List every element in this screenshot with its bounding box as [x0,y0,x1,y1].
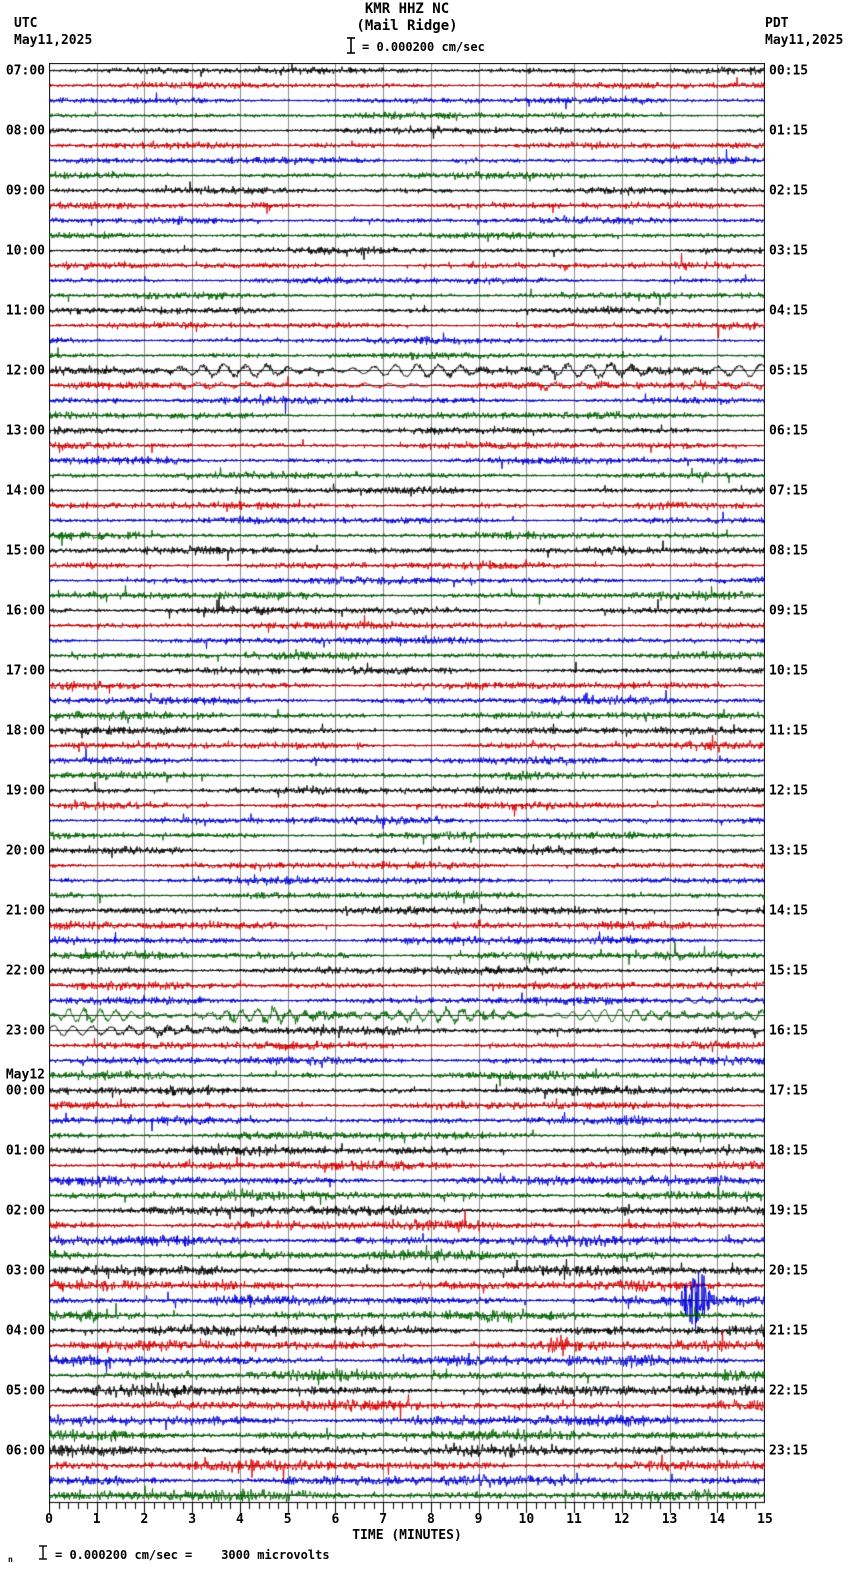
x-tick-label: 7 [379,1512,388,1527]
date-rollover-label: May12 [5,1067,45,1083]
x-tick-label: 0 [45,1512,53,1527]
utc-hour-label: 18:00 [5,723,45,738]
station-title: KMR HHZ NC [364,1,450,17]
pdt-hour-label: 17:15 [769,1083,809,1098]
pdt-hour-label: 14:15 [769,903,809,918]
x-tick-label: 5 [283,1512,292,1527]
station-subtitle: (Mail Ridge) [356,18,458,34]
pdt-hour-label: 07:15 [769,483,809,498]
timezone-right-label: PDT [765,16,789,31]
utc-hour-label: 11:00 [5,303,45,318]
x-tick-label: 14 [709,1512,726,1527]
utc-hour-label: 20:00 [5,843,45,858]
pdt-hour-label: 03:15 [769,243,809,258]
footer-prefix: n [8,1555,13,1564]
utc-hour-label: 19:00 [5,783,45,798]
seismogram-plot [49,63,765,1521]
pdt-hour-label: 02:15 [769,183,809,198]
pdt-hour-label: 10:15 [769,663,809,678]
utc-hour-label: 05:00 [5,1383,45,1398]
pdt-hour-label: 22:15 [769,1383,809,1398]
utc-hour-label: 10:00 [5,243,45,258]
utc-hour-label: 00:00 [5,1083,45,1098]
utc-hour-label: 12:00 [5,363,45,378]
utc-hour-label: 04:00 [5,1323,45,1338]
pdt-hour-label: 06:15 [769,423,809,438]
x-tick-label: 3 [188,1512,197,1527]
utc-hour-label: 13:00 [5,423,45,438]
pdt-hour-label: 00:15 [769,63,809,78]
utc-hour-label: 09:00 [5,183,45,198]
utc-hour-label: 07:00 [5,63,45,78]
x-tick-label: 1 [92,1512,101,1527]
utc-hour-label: 21:00 [5,903,45,918]
x-tick-label: 8 [426,1512,435,1527]
utc-hour-label: 01:00 [5,1143,45,1158]
x-tick-label: 13 [661,1512,678,1527]
footer-scale-bar-icon [38,1545,48,1560]
utc-hour-label: 06:00 [5,1443,45,1458]
pdt-hour-label: 08:15 [769,543,809,558]
x-tick-label: 10 [518,1512,535,1527]
pdt-hour-label: 20:15 [769,1263,809,1278]
amplitude-scale-bar-icon [346,37,356,54]
pdt-hour-label: 01:15 [769,123,809,138]
utc-hour-label: 15:00 [5,543,45,558]
pdt-hour-label: 23:15 [769,1443,809,1458]
x-tick-label: 12 [613,1512,630,1527]
utc-hour-label: 23:00 [5,1023,45,1038]
timezone-left-label: UTC [14,16,38,31]
x-axis-title: TIME (MINUTES) [352,1528,462,1543]
x-tick-label: 2 [140,1512,149,1527]
utc-hour-label: 02:00 [5,1203,45,1218]
footer-scale-label: = 0.000200 cm/sec = 3000 microvolts [55,1548,330,1562]
pdt-hour-label: 09:15 [769,603,809,618]
utc-hour-label: 22:00 [5,963,45,978]
utc-hour-label: 08:00 [5,123,45,138]
pdt-hour-label: 21:15 [769,1323,809,1338]
utc-hour-label: 03:00 [5,1263,45,1278]
scale-label: = 0.000200 cm/sec [362,40,485,54]
x-tick-label: 9 [474,1512,483,1527]
pdt-hour-label: 13:15 [769,843,809,858]
pdt-hour-label: 15:15 [769,963,809,978]
date-right-label: May11,2025 [765,33,844,48]
pdt-hour-label: 18:15 [769,1143,809,1158]
utc-hour-label: 14:00 [5,483,45,498]
pdt-hour-label: 19:15 [769,1203,809,1218]
pdt-hour-label: 16:15 [769,1023,809,1038]
x-tick-label: 4 [236,1512,244,1527]
utc-hour-label: 16:00 [5,603,45,618]
pdt-hour-label: 11:15 [769,723,809,738]
x-tick-label: 6 [331,1512,340,1527]
pdt-hour-label: 12:15 [769,783,809,798]
pdt-hour-label: 05:15 [769,363,809,378]
x-tick-label: 15 [757,1512,773,1527]
date-left-label: May11,2025 [14,33,93,48]
pdt-hour-label: 04:15 [769,303,809,318]
x-tick-label: 11 [566,1512,582,1527]
utc-hour-label: 17:00 [5,663,45,678]
